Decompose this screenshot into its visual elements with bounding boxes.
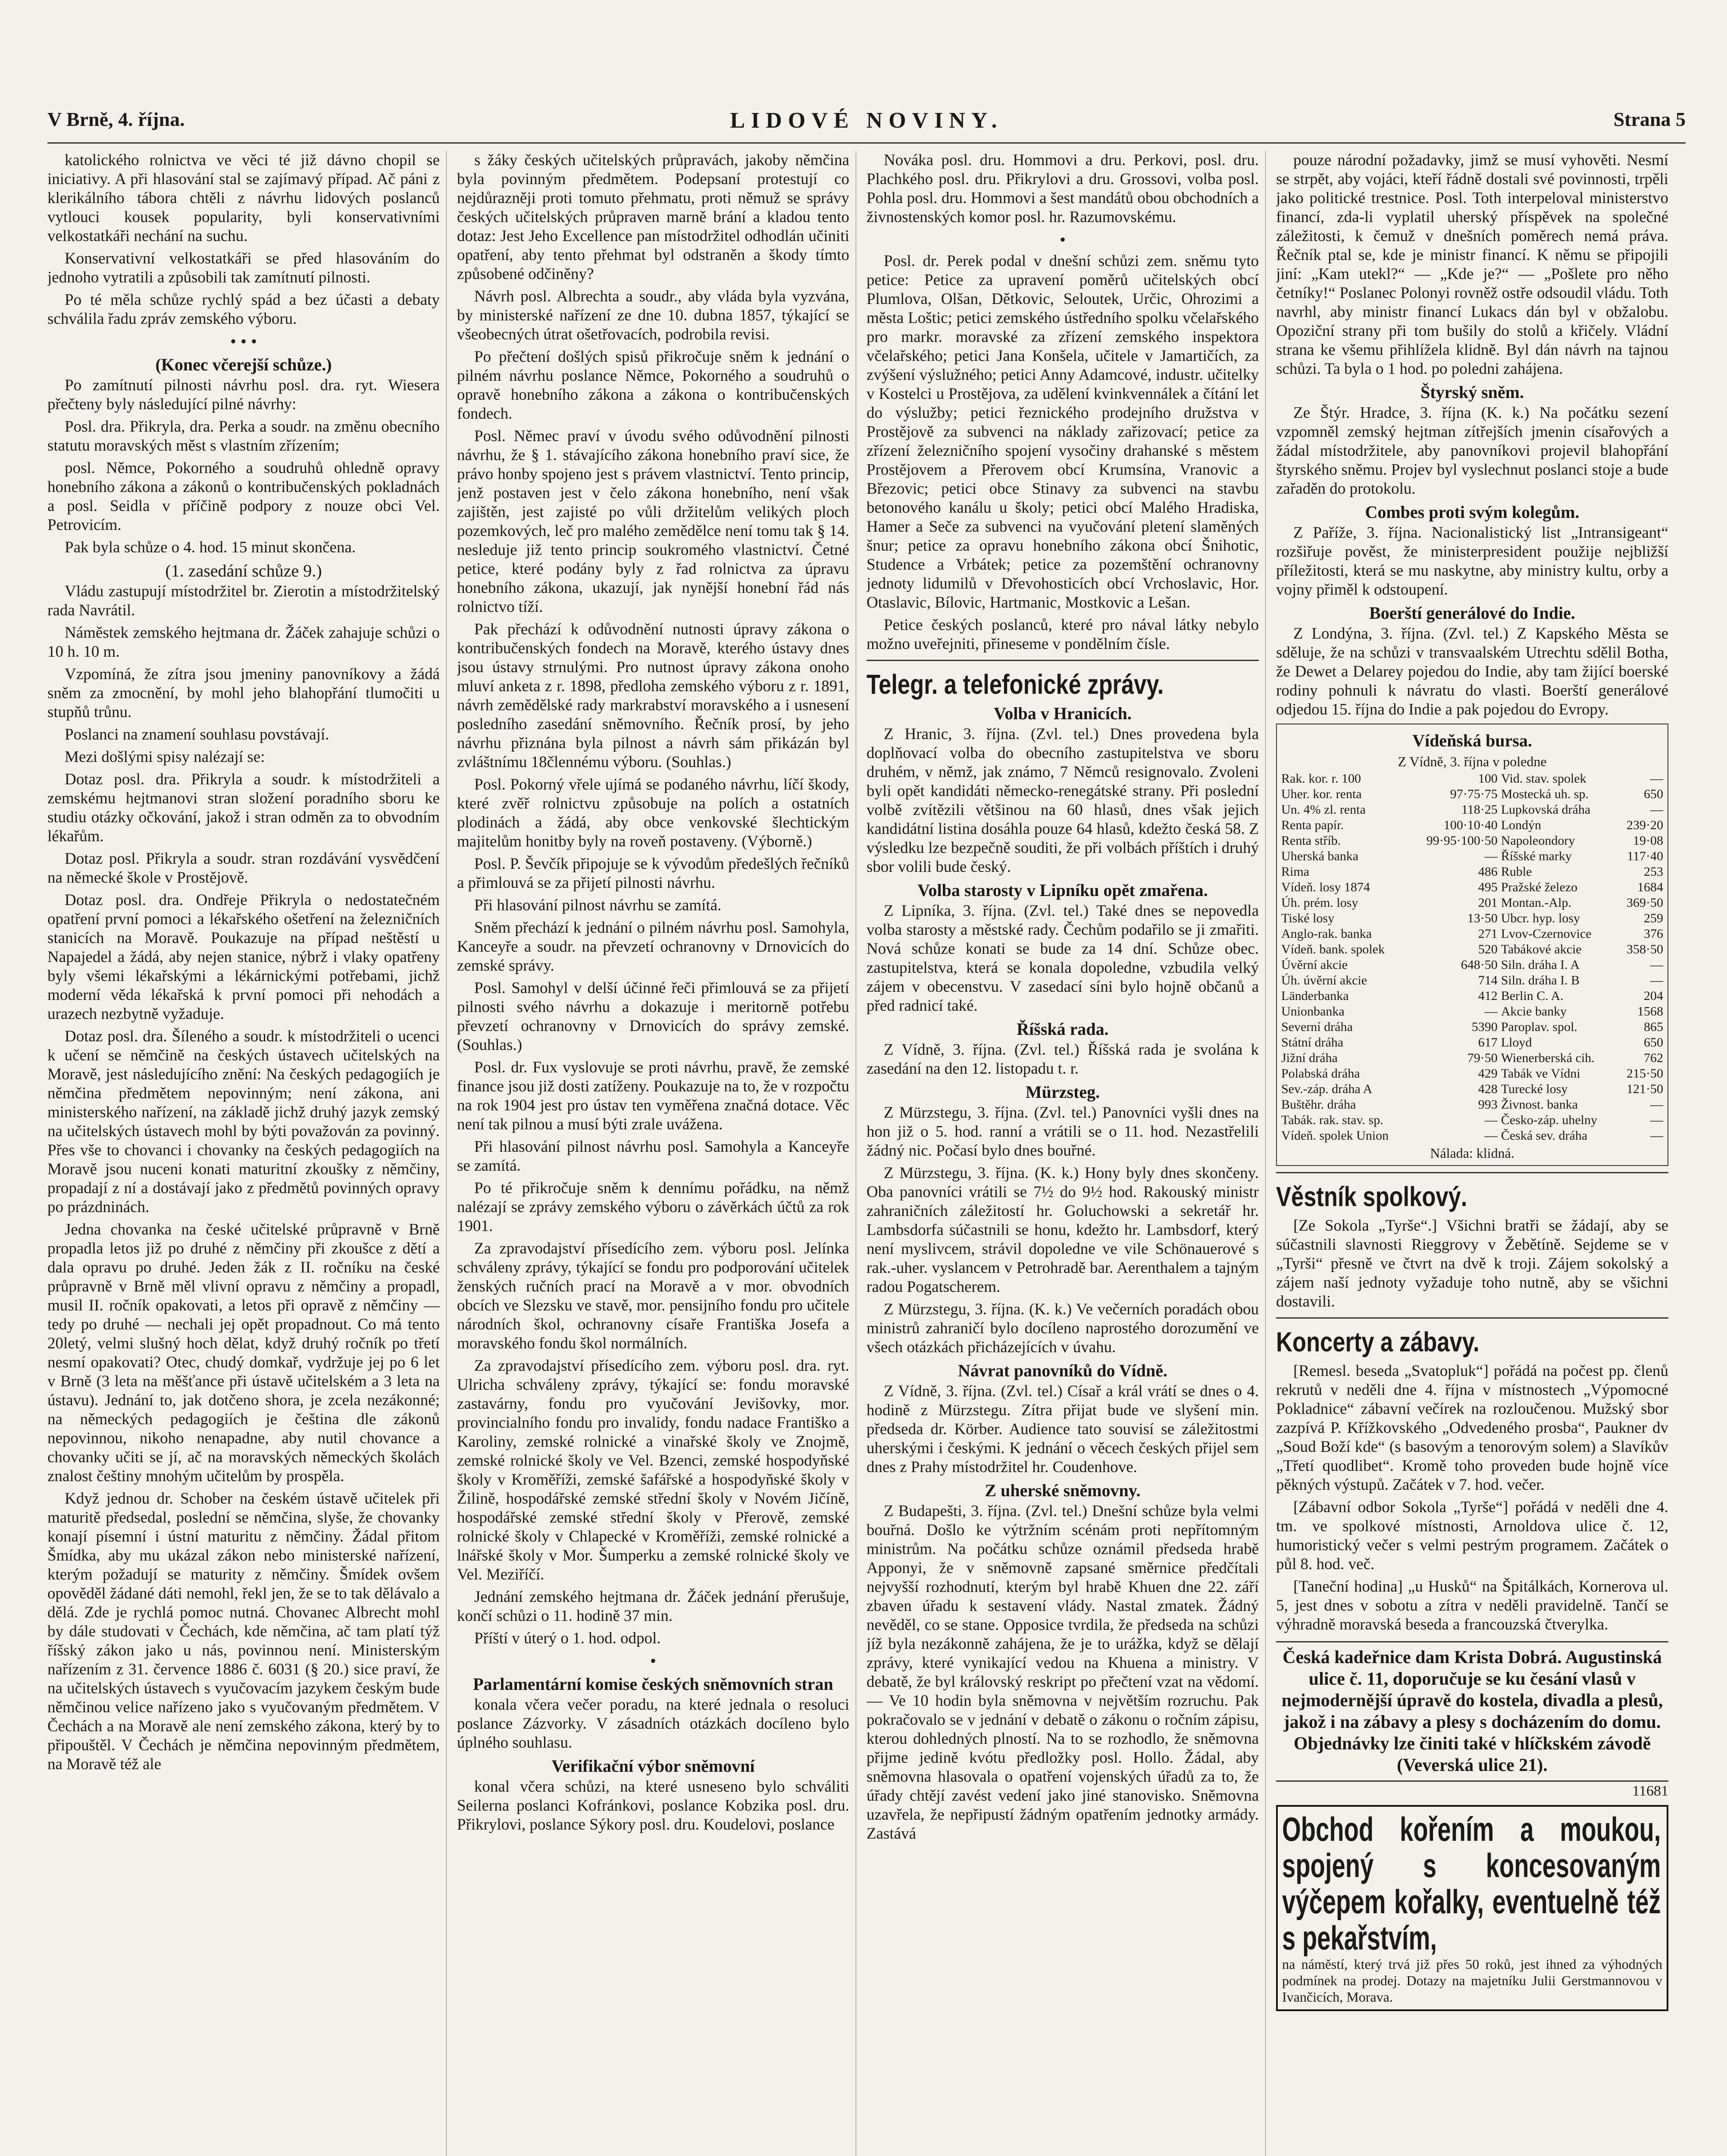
stock-value: — (1650, 958, 1663, 972)
article-paragraph: katolického rolnictva ve věci té již dávno chopil se iniciativy. A při hlasování stal se zajímavý případ. Ač páni z klerikálního tábora chtěli z návrhu lidových poslanců vytlouci kousek popularity, byli konservativními velkostatkáři nechání na suchu. (47, 151, 440, 245)
stock-value: 376 (1644, 927, 1663, 941)
stock-name: Mostecká uh. sp. (1501, 787, 1589, 801)
stock-value: 762 (1644, 1051, 1663, 1065)
article-paragraph: Z Lipníka, 3. října. (Zvl. tel.) Také dnes se nepovedla volba starosty a městské rady. Čechům podařilo se ji zmařiti. Nová schůze konati se bude za 14 dní. Schůze obec. zastupitelstva, která se konala dopoledne, vzbudila velký zájem v obecenstvu. V zasedací síni bylo hojně občanů a před radnicí také. (867, 902, 1259, 1015)
stock-name: Polabská dráha (1281, 1066, 1360, 1081)
stock-row (1280, 833, 1665, 849)
stock-value: 412 (1478, 989, 1498, 1003)
stock-name: Buštěhr. dráha (1281, 1097, 1356, 1112)
stock-value: — (1650, 1128, 1663, 1143)
article-paragraph: Mezi došlými spisy nalézají se: (65, 748, 265, 766)
stock-name: Montan.-Alp. (1501, 896, 1572, 910)
stock-name: Jižní dráha (1281, 1051, 1338, 1065)
stock-name: Úh. prém. losy (1281, 896, 1358, 910)
stock-row (1280, 957, 1665, 973)
stock-row (1280, 1050, 1665, 1066)
article-paragraph: Sněm přechází k jednání o pilném návrhu posl. Samohyla, Kanceyře a soudr. na převzetí ochranovny v Drnovicích do zemské správy. (457, 919, 849, 975)
article-paragraph: Posl. dr. Perek podal v dnešní schůzi zem. sněmu tyto petice: Petice za upravení poměrů učitelských obcí Plumlova, Olšan, Dětkovic, Seloutek, Určic, Ohrozimi a města Loštic; petici zemského ústředního spolku včelařského pro markr. moravské za zřízení zemského inspektora včelařského; petici Jana Konšela, učitele v Jamartičích, za zvýšení výslužného; petici Anny Adamcové, industr. učitelky v Kostelci u Prostějova, za udělení kvinkvennálek a čítání let do výslužby; petici řeznického prodejního družstva v Prostějově za subvenci na náklady zařizovací; petice za zřízení železničního spojení vysočiny drahanské s městem Prostějovem a Přerovem obcí Krumsína, Vranovic a Březovic; petici obce Stinavy za subvenci na stavbu betonového kanálu u školy; petici obcí Malého Hradiska, Hamer a Seče za subvenci na vyučování pletení slaměných šnur; petice za opravu honebního zákona obcí Šnihotic, Studence a Vrbátek; petice za pozemštění ochranovny jednoty lidumilů v Dřevohosticích obcí Vrchoslavic, Hor. Otaslavic, Bílovic, Hartmanic, Mostkovic a Lešan. (867, 252, 1259, 611)
article-paragraph: Náměstek zemského hejtmana dr. Žáček zahajuje schůzi o 10 h. 10 m. (47, 624, 440, 661)
stock-name: Unionbanka (1281, 1004, 1345, 1018)
stock-value: 201 (1478, 896, 1498, 910)
horizontal-rule (867, 660, 1259, 661)
news-headline: Boerští generálové do Indie. (1369, 603, 1575, 623)
stock-name: Siln. dráha I. A (1501, 958, 1580, 972)
stock-name: Renta stříb. (1281, 834, 1341, 848)
stock-value: 215·50 (1627, 1066, 1663, 1081)
separator: • • • (230, 332, 257, 351)
article-paragraph: Jednání zemského hejtmana dr. Žáček jednání přerušuje, končí schůzi o 11. hodině 37 min. (457, 1588, 849, 1625)
page-header (47, 108, 1686, 144)
stock-value: 121·50 (1627, 1082, 1663, 1096)
stock-row (1280, 1112, 1665, 1128)
article-paragraph: Po přečtení došlých spisů přikročuje sněm k jednání o pilném návrhu poslance Němce, Pokorného a soudruhů o opravě honebního zákona a zákona o kontribučenských fondech. (457, 348, 849, 423)
stock-name: Uherská banka (1281, 849, 1359, 863)
stock-name: Severní dráha (1281, 1020, 1353, 1034)
stock-value: 5390 (1471, 1020, 1498, 1034)
stock-value: — (1650, 802, 1663, 817)
separator: • (650, 1651, 656, 1670)
stock-value: 204 (1644, 989, 1663, 1003)
ad-shop-title: Obchod kořením a moukou, spojený s koncesovaným výčepem kořalky, eventuelně též s pekařstvím, (1282, 1810, 1661, 1957)
stock-table (1280, 771, 1665, 1144)
article-paragraph: Jedna chovanka na české učitelské průpravně v Brně propadla letos již po druhé z němčiny při zkoušce z dětí a dala opravu po druhé. Jeden žák z II. ročníku na české průpravně v Brně měl vlivní opravu z němčiny a propadl, musil II. ročník opakovati, a letos při opravě z němčiny — tedy po druhé — nechali jej opět propadnout. Co má tento 20letý, velmi slušný hoch dělat, když druhý ročník po třetí nesmí opakovati? Otec, chudý domkař, vydržuje jej po 6 let v Brně (3 leta na měšťance při ústavě učitelském a 3 leta na ústavu). Jednání to, jak dotčeno shora, je zcela nezákonné; na německých pedagogiích je čeština dle zákonů nepovinnou, nikoho nenapadne, aby nutil chovance a chovanky učiti se jí, ač na moravských německých školách znalost češtiny mnohým učitelům by prospěla. (47, 1221, 440, 1485)
stock-value: 239·20 (1627, 818, 1663, 832)
article-paragraph: Dotaz posl. dra. Přikryla a soudr. k místodržiteli a zemskému hejtmanovi stran složení poradního sboru ke studiu otázky očkování, jakož i stran odměn za to obvodním lékařům. (47, 771, 440, 845)
article-paragraph: Nováka posl. dru. Hommovi a dru. Perkovi, posl. dru. Plachkého posl. dru. Přikrylovi a dru. Grossovi, volba posl. Pohla posl. dru. Hommovi a šest mandátů obou obchodních a živnostenských komor posl. hr. Razumovskému. (867, 151, 1259, 226)
stock-name: Vídeň. spolek Union (1281, 1128, 1389, 1143)
stock-name: Berlin C. A. (1501, 989, 1564, 1003)
section-banner: Věstník spolkový. (1276, 1181, 1467, 1212)
column-divider (1265, 151, 1266, 2156)
stock-value: 1568 (1637, 1004, 1663, 1018)
stock-row (1280, 849, 1665, 864)
stock-row (1280, 942, 1665, 957)
stock-value: 648·50 (1461, 958, 1498, 972)
stock-value: — (1650, 771, 1663, 786)
stock-value: 100 (1478, 771, 1498, 786)
column-3 (867, 151, 1259, 2156)
stock-value: 495 (1478, 880, 1498, 894)
stock-name: Un. 4% zl. renta (1281, 802, 1366, 817)
news-headline: Volba starosty v Lipníku opět zmařena. (917, 881, 1208, 900)
article-paragraph: Po té měla schůze rychlý spád a bez účasti a debaty schválila řadu zpráv zemského výboru. (47, 291, 440, 328)
horizontal-rule (1276, 1317, 1668, 1319)
article-paragraph: Dotaz posl. dra. Šíleného a soudr. k místodržiteli o ucenci k učení se němčině na českých ústavech učitelských na Moravě, jest následujícího znění: Na českých pedagogiích je němčina předmětem nepovinným; není zákona, ani ministerského nařízení, na základě jichž druhý jazyk zemský na učitelských ústavech mohl by býti považován za povinný. Přes vše to chovanci i chovanky na českých pedagogiích na Moravě jsou nuceni konati maturitní zkoušky z němčiny, propadají z ní a dostávají jako z předmětů povinných opravy po prázdninách. (47, 1028, 440, 1216)
stock-name: Länderbanka (1281, 989, 1349, 1003)
article-paragraph: Po zamítnutí pilnosti návrhu posl. dra. ryt. Wiesera přečteny byly následující pilné návrhy: (47, 376, 440, 413)
article-paragraph: [Taneční hodina] „u Husků“ na Špitálkách, Kornerova ul. 5, jest dnes v sobotu a zítra v neděli pravidelně. Tančí se výhradně moravská beseda a francouzská čtverylka. (1276, 1578, 1668, 1633)
article-paragraph: [Remesl. beseda „Svatopluk“] pořádá na počest pp. členů rekrutů v neděli dne 4. října v místnostech „Výpomocné Pokladnice“ zábavní večírek na rozloučenou. Mužský sbor zazpívá P. Křížkovského „Odvedeného prosba“, Paukner dv „Soud Boží kde“ (s basovým a tenorovým solem) a Slavíkův „Třetí quodlibet“. Kromě toho proveden bude hojně více pěkných výstupů. Začátek v 7. hod. večer. (1276, 1362, 1668, 1494)
stock-value: 100·10·40 (1443, 818, 1498, 832)
stock-name: Paroplav. spol. (1501, 1020, 1577, 1034)
stock-value: 118·25 (1461, 802, 1498, 817)
article-paragraph: Za zpravodajství přísedícího zem. výboru posl. Jelínka schváleny zprávy, týkající se fondu pro podporování učitelek ženských ručních prací na Moravě a v mor. obvodních obcích ve Slezsku ve stavě, mor. pensijního fondu pro učitele národních škol, ochranovny císaře Františka Josefa a moravského fondu škol normálních. (457, 1240, 849, 1352)
stock-value: 1684 (1637, 880, 1663, 894)
article-paragraph: Když jednou dr. Schober na českém ústavě učitelek při maturitě předsedal, poslední se němčina, slyše, že chovanky konají písemní i ústní maturitu z němčiny. Žádal přitom Šmídka, aby mu ukázal zákon nebo ministerské nařízení, kterým požadují se maturity z němčiny. Šmídek ovšem opověděl žádané dáti nemohl, řekl jen, že se to tak dělávalo a dělá. Zde je rychlá pomoc nutná. Chovanec Albrecht mohl by dále studovati v Čechách, kde němčina, ač tam platí týž říšský zákon jako u nás, povinnou není. Ministerským nařízením z 31. července 1886 č. 6031 (§ 20.) sice praví, že na učitelských ústavech s vyučovacím jazykem českým bude němčinou velice nařízeno jako s vyučovaným předmětem. V Čechách a na Moravě ale není zemského zákona, který by to připouštěl. V Čechách je němčina nepovinným předmětem, na Moravě též ale (47, 1490, 440, 1773)
stock-name: Ubcr. hyp. losy (1501, 911, 1580, 925)
article-paragraph: konala včera večer poradu, na které jednala o resoluci poslance Zázvorky. V zásadních otázkách docíleno bylo úplného souhlasu. (457, 1696, 849, 1752)
article-paragraph: Při hlasování pilnost návrhu posl. Samohyla a Kanceyře se zamítá. (457, 1138, 849, 1175)
article-paragraph: Dotaz posl. Přikryla a soudr. stran rozdávání vysvědčení na německé škole v Prostějově. (47, 850, 440, 887)
stock-name: Akcie banky (1501, 1004, 1567, 1018)
section-banner: Telegr. a telefonické zprávy. (867, 669, 1164, 700)
article-paragraph: Z Vídně, 3. října. (Zvl. tel.) Říšská rada je svolána k zasedání na den 12. listopadu t. r. (867, 1041, 1259, 1078)
article-paragraph: Návrh posl. Albrechta a soudr., aby vláda byla vyzvána, by ministerské nařízení ze dne 10. dubna 1857, týkající se všeobecných útrat ošetřovacích, podrobila revisi. (457, 288, 849, 343)
article-paragraph: Petice českých poslanců, které pro nával látky nebylo možno uveřejniti, přineseme v pondělním čísle. (867, 616, 1259, 653)
stock-name: Pražské železo (1501, 880, 1578, 894)
article-paragraph: Za zpravodajství přísedícího zem. výboru posl. dra. ryt. Ulricha schváleny zprávy, týkající se: fondu moravské zastavárny, fondu pro vyučování Jevišovky, mor. provincialního fondu pro invalidy, fondu nadace Františko a Karoliny, zemské rolnické a vinařské školy ve Znojmě, zemské rolnické školy ve Vel. Bzenci, zemské hospodyňské školy v Kroměříži, zemské šafářské a hospodyňské školy v Žilině, hospodářské zemské střední školy v Novém Jičíně, hospodářské zemské střední školy v Přerově, zemské rolnické školy v Chlapecké v Kroměříži, zemské rolnické a lnářské školy v Mor. Šumperku a zemské rolnické školy ve Vel. Meziříčí. (457, 1357, 849, 1583)
section-heading: Verifikační výbor sněmovní (551, 1756, 755, 1776)
stock-value: 19·08 (1633, 834, 1663, 848)
stock-row (1280, 771, 1665, 787)
stock-value: — (1650, 1097, 1663, 1112)
article-paragraph: s žáky českých učitelských průpravách, jakoby němčina byla povinným předmětem. Podepsaní protestují co nejdůrazněji proti tomuto přehmatu, proti němuž se správy českých učitelských průpraven marně brání a kladou tento dotaz: Jest Jeho Excellence pan místodržitel odhodlán učiniti opatření, aby tento přehmat byl odstraněn a škody tímto způsobené odčiněny? (457, 151, 849, 283)
stock-name: Anglo-rak. banka (1281, 927, 1372, 941)
stock-name: Lupkovská dráha (1501, 802, 1591, 817)
news-headline: Štyrský sněm. (1420, 382, 1524, 402)
advertisement-shop (1276, 1805, 1668, 2011)
stock-row (1280, 1019, 1665, 1035)
ad-shop-details: na náměstí, který trvá již přes 50 roků, jest ihned za výhodných podmínek na prodej. Dotazy na majetníku Julii Gerstmannovou v Ivančicích, Morava. (1282, 1956, 1662, 2005)
stock-row (1280, 973, 1665, 988)
stock-name: Tiské losy (1281, 911, 1335, 925)
stock-row (1280, 787, 1665, 802)
article-paragraph: Posl. dra. Přikryla, dra. Perka a soudr. na změnu obecního statutu moravských měst s vlastním zřízením; (47, 418, 440, 454)
stock-name: Napoleondory (1501, 834, 1575, 848)
section-heading: (1. zasedání schůze 9.) (165, 561, 322, 580)
article-paragraph: Posl. Pokorný vřele ujímá se podaného návrhu, líčí škody, které zvěř rolnictvu způsobuje na polích a ostatních plodinách a žádá, aby obce venkovské šlechtickým majitelům honitby byly na roveň postaveny. (Výborně.) (457, 776, 849, 850)
stock-value: 253 (1644, 865, 1663, 879)
stock-value: 650 (1644, 1035, 1663, 1050)
article-paragraph: Pak byla schůze o 4. hod. 15 minut skončena. (65, 539, 356, 556)
ad-code: 11681 (1632, 1783, 1668, 1799)
news-headline: Volba v Hranicích. (994, 704, 1132, 723)
stock-value: 993 (1478, 1097, 1498, 1112)
stock-row (1280, 988, 1665, 1004)
article-paragraph: Z Vídně, 3. října. (Zvl. tel.) Císař a král vrátí se dnes o 4. hodině z Mürzstegu. Zítra přijat bude ve slyšení min. předseda dr. Körber. Audience tato souvisí se záležitostmi uherskými i českými. K jednání o věcech českých přijel sem dnes z Prahy místodržitel hr. Coudenhove. (867, 1382, 1259, 1476)
stock-value: 865 (1644, 1020, 1663, 1034)
stock-name: Sev.-záp. dráha A (1281, 1082, 1373, 1096)
article-paragraph: pouze národní požadavky, jimž se musí vyhověti. Nesmí se strpět, aby vojáci, kteří řádně dostali své povinnosti, trpěli jako politické trestnice. Posl. Toth interpeloval ministerstvo financí, zda-li vyplatil uherský příspěvek na společné záležitosti, k čemuž v dnešních poměrech nemá práva. Řečník ptal se, kde je ministr financí. K němu se připojili jiní: „Kam utekl?“ — „Kde je?“ — „Pošlete pro něho četníky!“ Poslanec Polonyi rovněž ostře odsoudil vládu. Toth navrhl, aby ministr financí Lukacs dán byl v obžalobu. Opoziční strany při tom bušily do stolů a křičely. Vládní strana ke všemu přihlížela klidně. Byl dán návrh na tajnou schůzi. Ta byla o 1 hod. po poledni zahájena. (1276, 151, 1668, 378)
article-paragraph: Ze Štýr. Hradce, 3. října (K. k.) Na počátku sezení vzpomněl zemský hejtman zítřejších jmenin císařových a žádal místodržitele, aby panovníkovi projevil blahopřání štyrského sněmu. Projev byl vyslechnut poslanci stoje a bude zařaděn do protokolu. (1276, 404, 1668, 498)
article-paragraph: Z Paříže, 3. října. Nacionalistický list „Intransigeant“ rozšiřuje pověst, že ministerpresident použije nejbližší příležitosti, která se mu naskytne, aby ministry kultu, orby a vojny přiměl k odstoupení. (1276, 524, 1668, 599)
article-paragraph: Pak přechází k odůvodnění nutnosti úpravy zákona o kontribučenských fondech na Moravě, kterého ústavy dnes jsou ústavy strnulými. Pro nutnost úpravy zákona onoho mluví anketa z r. 1898, předloha zemského výboru z r. 1891, návrh zemědělské rady markrabství moravského a i usnesení posledního zasedání sněmovního. Řečník prosí, by jeho návrhu přiznána byla pilnost a návrh sám přikázán byl zvláštnímu 18člennému výboru. (Souhlas.) (457, 620, 849, 771)
stock-value: 369·50 (1627, 896, 1663, 910)
article-paragraph: Dotaz posl. dra. Ondřeje Přikryla o nedostatečném opatření první pomoci a lékařského ošetření na železničních stanicích na Moravě. Poukazuje na případ neštěstí u Napajedel a žádá, aby nejen stanice, nýbrž i vlaky opatřeny byly všemi lékařskými a lékárnickými potřebami, jichž moderní věda lékařská k první pomoci při nehodách a urazech nezbytně vyžaduje. (47, 891, 440, 1023)
stock-note: Nálada: klidná. (1430, 1145, 1514, 1161)
advertisement-hairdresser: Česká kadeřnice dam Krista Dobrá. Augustinská ulice č. 11, doporučuje se ku česání vlasů v nejmodernější úpravě do kostela, divadla a plesů, jakož i na zábavy a plesy s docházením do domu. Objednávky lze činiti také v hlíčkském závodě (Veverská ulice 21). (1276, 1641, 1668, 1782)
page-number: Strana 5 (1613, 108, 1686, 130)
separator: • (1059, 230, 1066, 249)
stock-row (1280, 1081, 1665, 1097)
stock-name: Rima (1281, 865, 1309, 879)
stock-name: Státní dráha (1281, 1035, 1344, 1050)
stock-name: Tabákové akcie (1501, 942, 1582, 956)
section-heading: Parlamentární komise českých sněmovních stran (473, 1674, 833, 1694)
stock-name: Renta papír. (1281, 818, 1344, 832)
stock-value: — (1484, 849, 1498, 863)
article-paragraph: [Zábavní odbor Sokola „Tyrše“] pořádá v neděli dne 4. tm. ve spolkové místnosti, Arnoldova ulice č. 12, humoristický večer s velmi pestrým programem. Začátek o půl 8. hod. več. (1276, 1498, 1668, 1573)
column-divider (446, 151, 447, 2156)
stock-name: Londýn (1501, 818, 1542, 832)
article-paragraph: Z Mürzstegu, 3. října. (Zvl. tel.) Panovníci vyšli dnes na hon již o 5. hod. ranní a vrátili se o 11. hod. Nezastřelili žádný nic. Počasí bylo dnes bouřné. (867, 1104, 1259, 1159)
stock-name: Rak. kor. r. 100 (1281, 771, 1361, 786)
stock-subtitle: Z Vídně, 3. října v poledne (1398, 754, 1547, 769)
stock-name: Říšské marky (1501, 849, 1572, 863)
stock-row (1280, 1004, 1665, 1019)
stock-name: Úh. úvěrní akcie (1281, 973, 1367, 987)
section-heading: (Konec včerejší schůze.) (155, 355, 332, 374)
stock-value: — (1650, 973, 1663, 987)
article-paragraph: Konservativní velkostatkáři se před hlasováním do jednoho vytratili a způsobili tak zamítnutí pilnosti. (47, 250, 440, 286)
stock-value: 429 (1478, 1066, 1498, 1081)
stock-value: — (1650, 1113, 1663, 1127)
stock-row (1280, 926, 1665, 942)
stock-name: Úvěrní akcie (1281, 958, 1348, 972)
stock-name: Vídeň. losy 1874 (1281, 880, 1370, 894)
stock-row (1280, 895, 1665, 911)
stock-value: 79·50 (1467, 1051, 1498, 1065)
stock-value: 259 (1644, 911, 1663, 925)
article-paragraph: Z Hranic, 3. října. (Zvl. tel.) Dnes provedena byla doplňovací volba do obecního zastupitelstva ve sboru druhém, v němž, jak známo, 7 Němců resignovalo. Zvoleni byli opět kandidáti německo-renegátské strany. Při poslední volbě zvítězili většinou na 60 hlasů, dnes však jejich kandidátní listina dosáhla pouze 64 hlasů, kdežto česká 58. Z výsledku lze bezpečně souditi, že při volbách příštích i druhý sbor volili bude český. (867, 725, 1259, 876)
stock-row (1280, 802, 1665, 818)
stock-row (1280, 1097, 1665, 1112)
article-paragraph: Z Mürzstegu, 3. října. (K. k.) Hony byly dnes skončeny. Oba panovníci vrátili se 7½ do 9½ hod. Rakouský ministr zahraničních záležitostí hr. Goluchowski a sekretář hr. Lambsdorfa súčastnili se honu, kdežto hr. Lambsdorf, který není myslivcem, strávil dopoledne ve vile Schönauerové s rak.-uher. vyslancem v Petrohradě bar. Aerenthalem a tajným radou Pogatscherem. (867, 1164, 1259, 1296)
article-paragraph: konal včera schůzi, na které usneseno bylo schváliti Seilerna poslanci Kofránkovi, poslance Kobzika posl. dru. Přikrylovi, poslance Sýkory posl. dru. Koudelovi, poslance (457, 1778, 849, 1833)
stock-name: Lvov-Czernovice (1501, 927, 1592, 941)
stock-name: Ruble (1501, 865, 1532, 879)
stock-value: 271 (1478, 927, 1498, 941)
stock-value: 358·50 (1627, 942, 1663, 956)
stock-value: 428 (1478, 1082, 1498, 1096)
stock-value: 520 (1478, 942, 1498, 956)
section-banner: Koncerty a zábavy. (1276, 1326, 1480, 1357)
stock-row (1280, 1128, 1665, 1144)
stock-value: — (1484, 1128, 1498, 1143)
stock-value: 13·50 (1467, 911, 1498, 925)
article-paragraph: Vzpomíná, že zítra jsou jmeniny panovníkovy a žádá sněm za zmocnění, by mohl jeho blahopřání tlumočiti u stupňů trůnu. (47, 665, 440, 721)
stock-row (1280, 880, 1665, 895)
stock-value: 97·75·75 (1450, 787, 1498, 801)
stock-row (1280, 1066, 1665, 1081)
stock-value: 117·40 (1627, 849, 1663, 863)
news-headline: Návrat panovníků do Vídně. (957, 1361, 1168, 1380)
column-4 (1276, 151, 1668, 2156)
stock-name: Tabák ve Vídni (1501, 1066, 1580, 1081)
article-paragraph: Poslanci na znamení souhlasu povstávají. (65, 726, 329, 743)
stock-value: — (1484, 1113, 1498, 1127)
stock-name: Wienerberská cih. (1501, 1051, 1595, 1065)
stock-value: 617 (1478, 1035, 1498, 1050)
article-paragraph: [Ze Sokola „Tyrše“.] Všichni bratři se žádají, aby se súčastnili slavnosti Rieggrovy v Žebětíně. Sejdeme se v „Tyrši“ přesně ve čtvrt na dvě k troji. Zájem sokolský a zájem naší jednoty vyžaduje toho nutně, aby se všichni dostavili. (1276, 1217, 1668, 1310)
stock-value: 650 (1644, 787, 1663, 801)
stock-row (1280, 911, 1665, 926)
stock-name: Tabák. rak. stav. sp. (1281, 1113, 1383, 1127)
header-dateline: V Brně, 4. října. (47, 108, 185, 130)
news-headline: Z uherské sněmovny. (985, 1481, 1141, 1500)
stock-row (1280, 818, 1665, 833)
article-paragraph: Z Londýna, 3. října. (Zvl. tel.) Z Kapského Města se sděluje, že na schůzi v transvaalském Utrechtu sdělil Botha, že Dewet a Delarey pojedou do Indie, aby tam žijící boerské rodiny pohnuli k návratu do vlasti. Boerští generálové odjedou 15. října do Indie a pak pojedou do Evropy. (1276, 625, 1668, 718)
news-headline: Říšská rada. (1017, 1019, 1109, 1039)
stock-name: Vídeň. bank. spolek (1281, 942, 1385, 956)
column-2 (457, 151, 849, 2156)
stock-name: Turecké losy (1501, 1082, 1568, 1096)
stock-value: 714 (1478, 973, 1498, 987)
stock-name: Česká sev. dráha (1501, 1128, 1588, 1143)
stock-name: Uher. kor. renta (1281, 787, 1362, 801)
stock-name: Vid. stav. spolek (1501, 771, 1586, 786)
stock-value: 99·95·100·50 (1426, 834, 1498, 848)
article-paragraph: Po té přikročuje sněm k dennímu pořádku, na němž nalézají se zprávy zemského výboru o závěrkách účtů za rok 1901. (457, 1179, 849, 1235)
stock-title: Vídeňská bursa. (1412, 731, 1532, 750)
stock-row (1280, 864, 1665, 880)
horizontal-rule (1276, 1172, 1668, 1173)
column-1 (47, 151, 440, 2156)
stock-name: Siln. dráha I. B (1501, 973, 1580, 987)
stock-row (1280, 1035, 1665, 1050)
masthead-title: LIDOVÉ NOVINY. (730, 108, 1003, 133)
article-paragraph: Posl. P. Ševčík připojuje se k vývodům předešlých řečníků a přimlouvá se za přijetí pilnosti návrhu. (457, 855, 849, 892)
stock-exchange-box (1276, 724, 1668, 1166)
article-paragraph: Při hlasování pilnost návrhu se zamítá. (474, 896, 722, 914)
stock-name: Živnost. banka (1501, 1097, 1578, 1112)
stock-name: Lloyd (1501, 1035, 1532, 1050)
article-paragraph: Posl. Samohyl v delší účinné řeči přimlouvá se za přijetí pilnosti svého návrhu a dokazuje i meritorně potřebu převzetí ochranovny v Drnovicích do správy zemské. (Souhlas.) (457, 979, 849, 1054)
article-paragraph: posl. Němce, Pokorného a soudruhů ohledně opravy honebního zákona a zákonů o kontribučenských pokladnách a posl. Seidla v příčině podpory z nouze obci Vel. Petrovicím. (47, 459, 440, 534)
article-paragraph: Z Budapešti, 3. října. (Zvl. tel.) Dnešní schůze byla velmi bouřná. Došlo ke výtržním scénám proti nepřítomným ministrům. Na počátku schůze oznámil předseda hrabě Apponyi, že v sněmovně zapsané směrnice předčítali nejvyšší rozhodnutí, kterým byl hrabě Khuen dne 22. září zbaven úřadu k sestavení vlády. Nastal zmatek. Žádný nevěděl, co se stane. Opposice tvrdila, že předseda na schůzi jíž byla nezákonně zahájena, že je to urážka, když se dělají zprávy, které vynikající vedou na Khuena a ministry. V debatě, že byl královský reskript po přečtení vzat na vědomí. — Ve 10 hodin byla sněmovna v největším rozruchu. Pak pokračovalo se v jednání v debatě o zákonu o ročním zápisu, kterou dohledných plností. Na to se rozhodlo, že sněmovna přijme jedině kvótu předložky posl. Hollo. Žádal, aby sněmovna hlasovala o opatření vojenských úřadů za to, že úřady chtějí zavést vedení jako jiné stanovisko. Sněmovna uzavřela, že nepřipustí žádným opatřením jednotky armády. Zastává (867, 1502, 1259, 1843)
news-headline: Combes proti svým kolegům. (1365, 502, 1580, 522)
article-paragraph: Posl. dr. Fux vyslovuje se proti návrhu, pravě, že zemské finance jsou již dosti zatíženy. Poukazuje na to, že v rozpočtu na rok 1904 jest pro ústav ten vyměřena značná dotace. Věc není tak pilnou a musí býti zrale uvážena. (457, 1059, 849, 1133)
article-paragraph: Příští v úterý o 1. hod. odpol. (474, 1630, 661, 1647)
article-paragraph: Z Mürzstegu, 3. října. (K. k.) Ve večerních poradách obou ministrů zahraničí bylo docíleno naprostého dorozumění ve všech otázkách přicházejících v úvahu. (867, 1300, 1259, 1356)
stock-name: Česko-záp. uhelny (1501, 1113, 1597, 1127)
article-paragraph: Vládu zastupují místodržitel br. Zierotin a místodržitelský rada Navrátil. (47, 583, 440, 619)
stock-value: — (1484, 1004, 1498, 1018)
news-headline: Mürzsteg. (1025, 1082, 1100, 1102)
stock-value: 486 (1478, 865, 1498, 879)
article-paragraph: Posl. Němec praví v úvodu svého odůvodnění pilnosti návrhu, že § 1. stávajícího zákona honebního praví sice, že právo honby spojeno jest s právem vlastnictví. Tento princip, jenž postaven jest v čelo zákona honebního, není však zajištěn, jest zajisté po vůli držitelům velikých ploch pozemkových, leč pro malého zemědělce není tomu tak § 14. nesleduje již tento princip soukromého vlastnictví. Četné petice, které podány byly z řad rolnictva za úpravu honebního zákona, ukazují, jak nynější honební řád nás rolnictvo tíží. (457, 427, 849, 616)
